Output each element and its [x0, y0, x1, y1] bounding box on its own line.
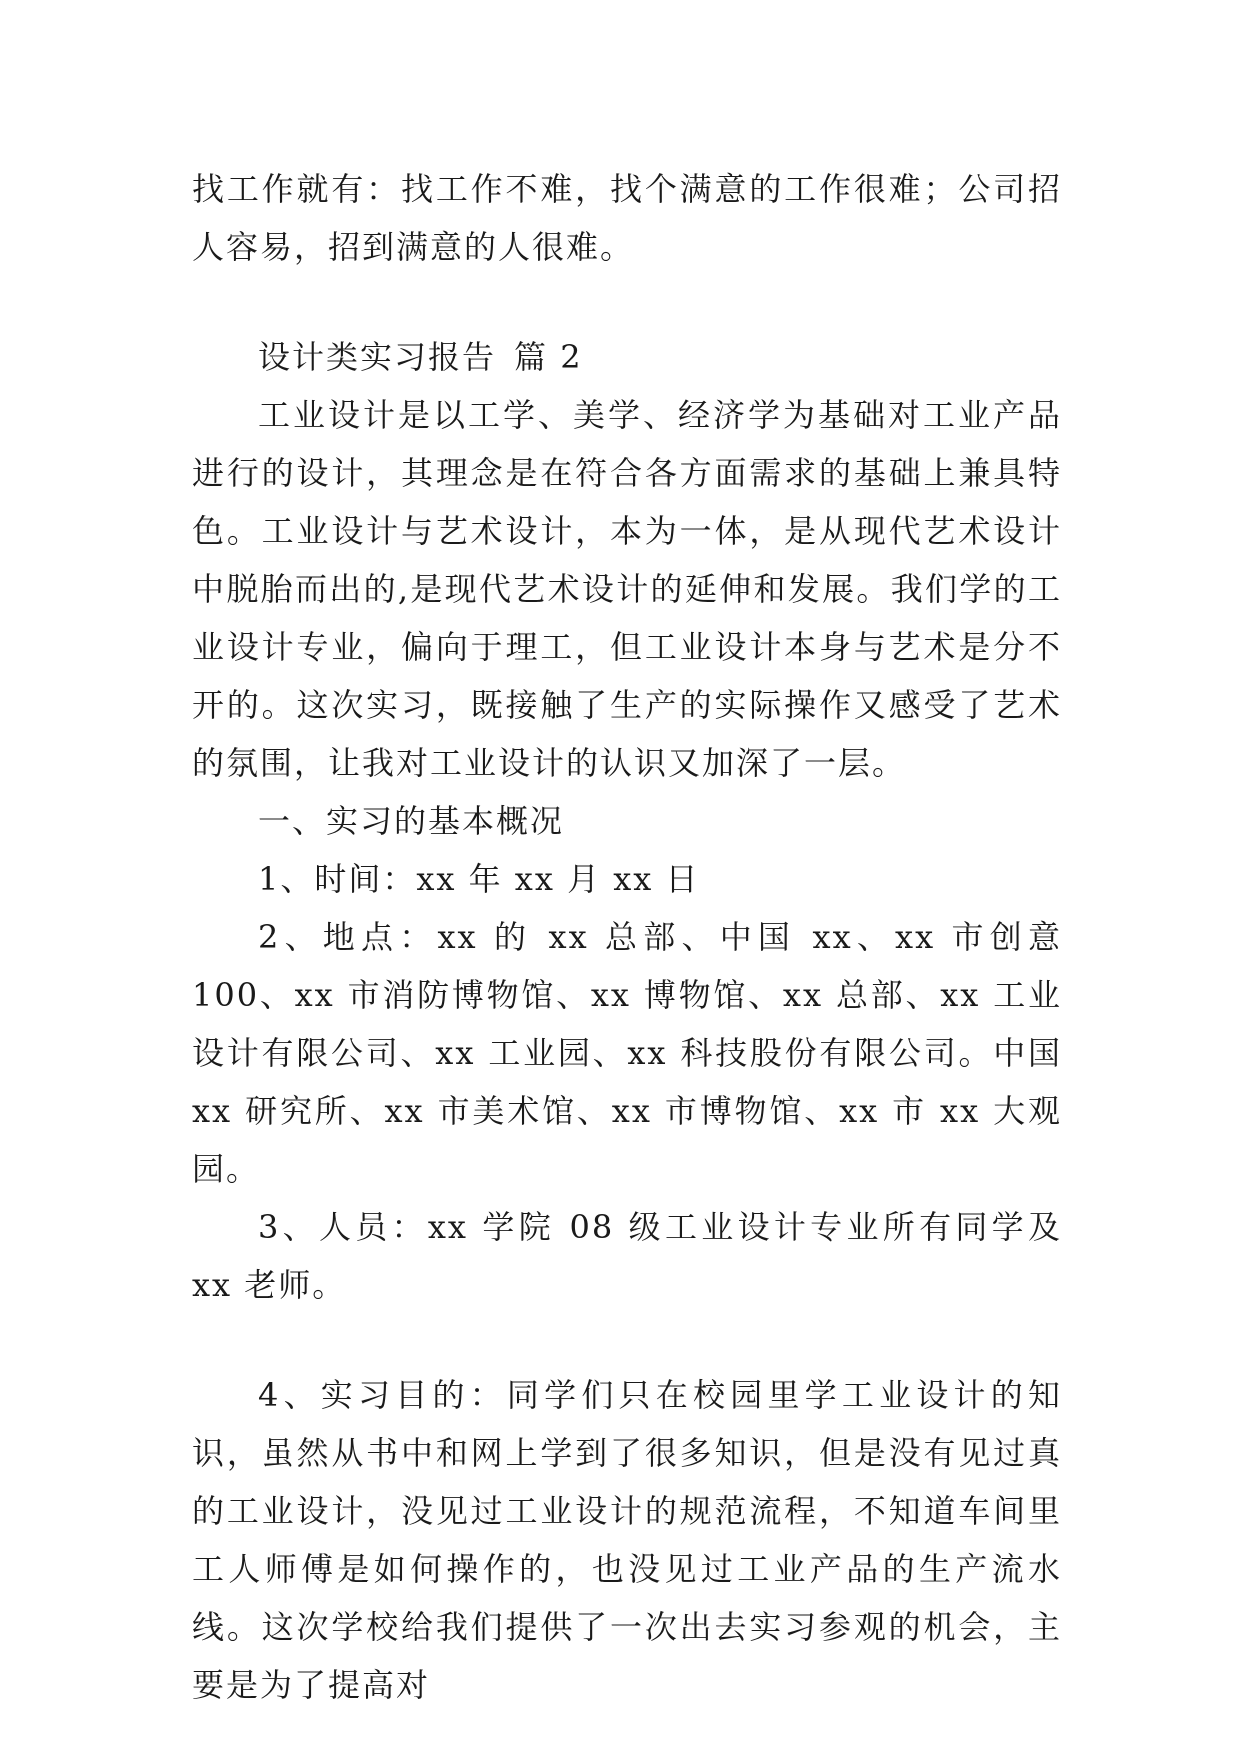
intro-paragraph: 工业设计是以工学、美学、经济学为基础对工业产品进行的设计，其理念是在符合各方面需求的基础上兼具特色。工业设计与艺术设计，本为一体，是从现代艺术设计中脱胎而出的,是现代艺术设计的延伸和发展。我们学的工业设计专业，偏向于理工，但工业设计本身与艺术是分不开的。这次实习，既接触了生产的实际操作又感受了艺术的氛围，让我对工业设计的认识又加深了一层。 — [192, 396, 1062, 782]
document-body — [192, 160, 1062, 1714]
list-item-purpose: 4、实习目的：同学们只在校园里学工业设计的知识，虽然从书中和网上学到了很多知识，但是没有见过真的工业设计，没见过工业设计的规范流程，不知道车间里工人师傅是如何操作的，也没见过工业产品的生产流水线。这次学校给我们提供了一次出去实习参观的机会，主要是为了提高对 — [192, 1376, 1062, 1704]
continued-paragraph: 找工作就有：找工作不难，找个满意的工作很难；公司招人容易，招到满意的人很难。 — [192, 170, 1062, 266]
subheading-overview: 一、实习的基本概况 — [258, 802, 565, 840]
section-number: 篇 2 — [514, 338, 583, 376]
section-title: 设计类实习报告 — [258, 338, 497, 376]
list-item-personnel: 3、人员：xx 学院 08 级工业设计专业所有同学及 xx 老师。 — [192, 1208, 1062, 1304]
list-item-location: 2、地点：xx 的 xx 总部、中国 xx、xx 市创意 100、xx 市消防博物馆、xx 博物馆、xx 总部、xx 工业设计有限公司、xx 工业园、xx 科技股份有限公司。中国 xx 研究所、xx 市美术馆、xx 市博物馆、xx 市 xx 大观园。 — [192, 918, 1062, 1188]
list-item-time: 1、时间：xx 年 xx 月 xx 日 — [258, 860, 700, 898]
section-heading — [192, 328, 1062, 386]
